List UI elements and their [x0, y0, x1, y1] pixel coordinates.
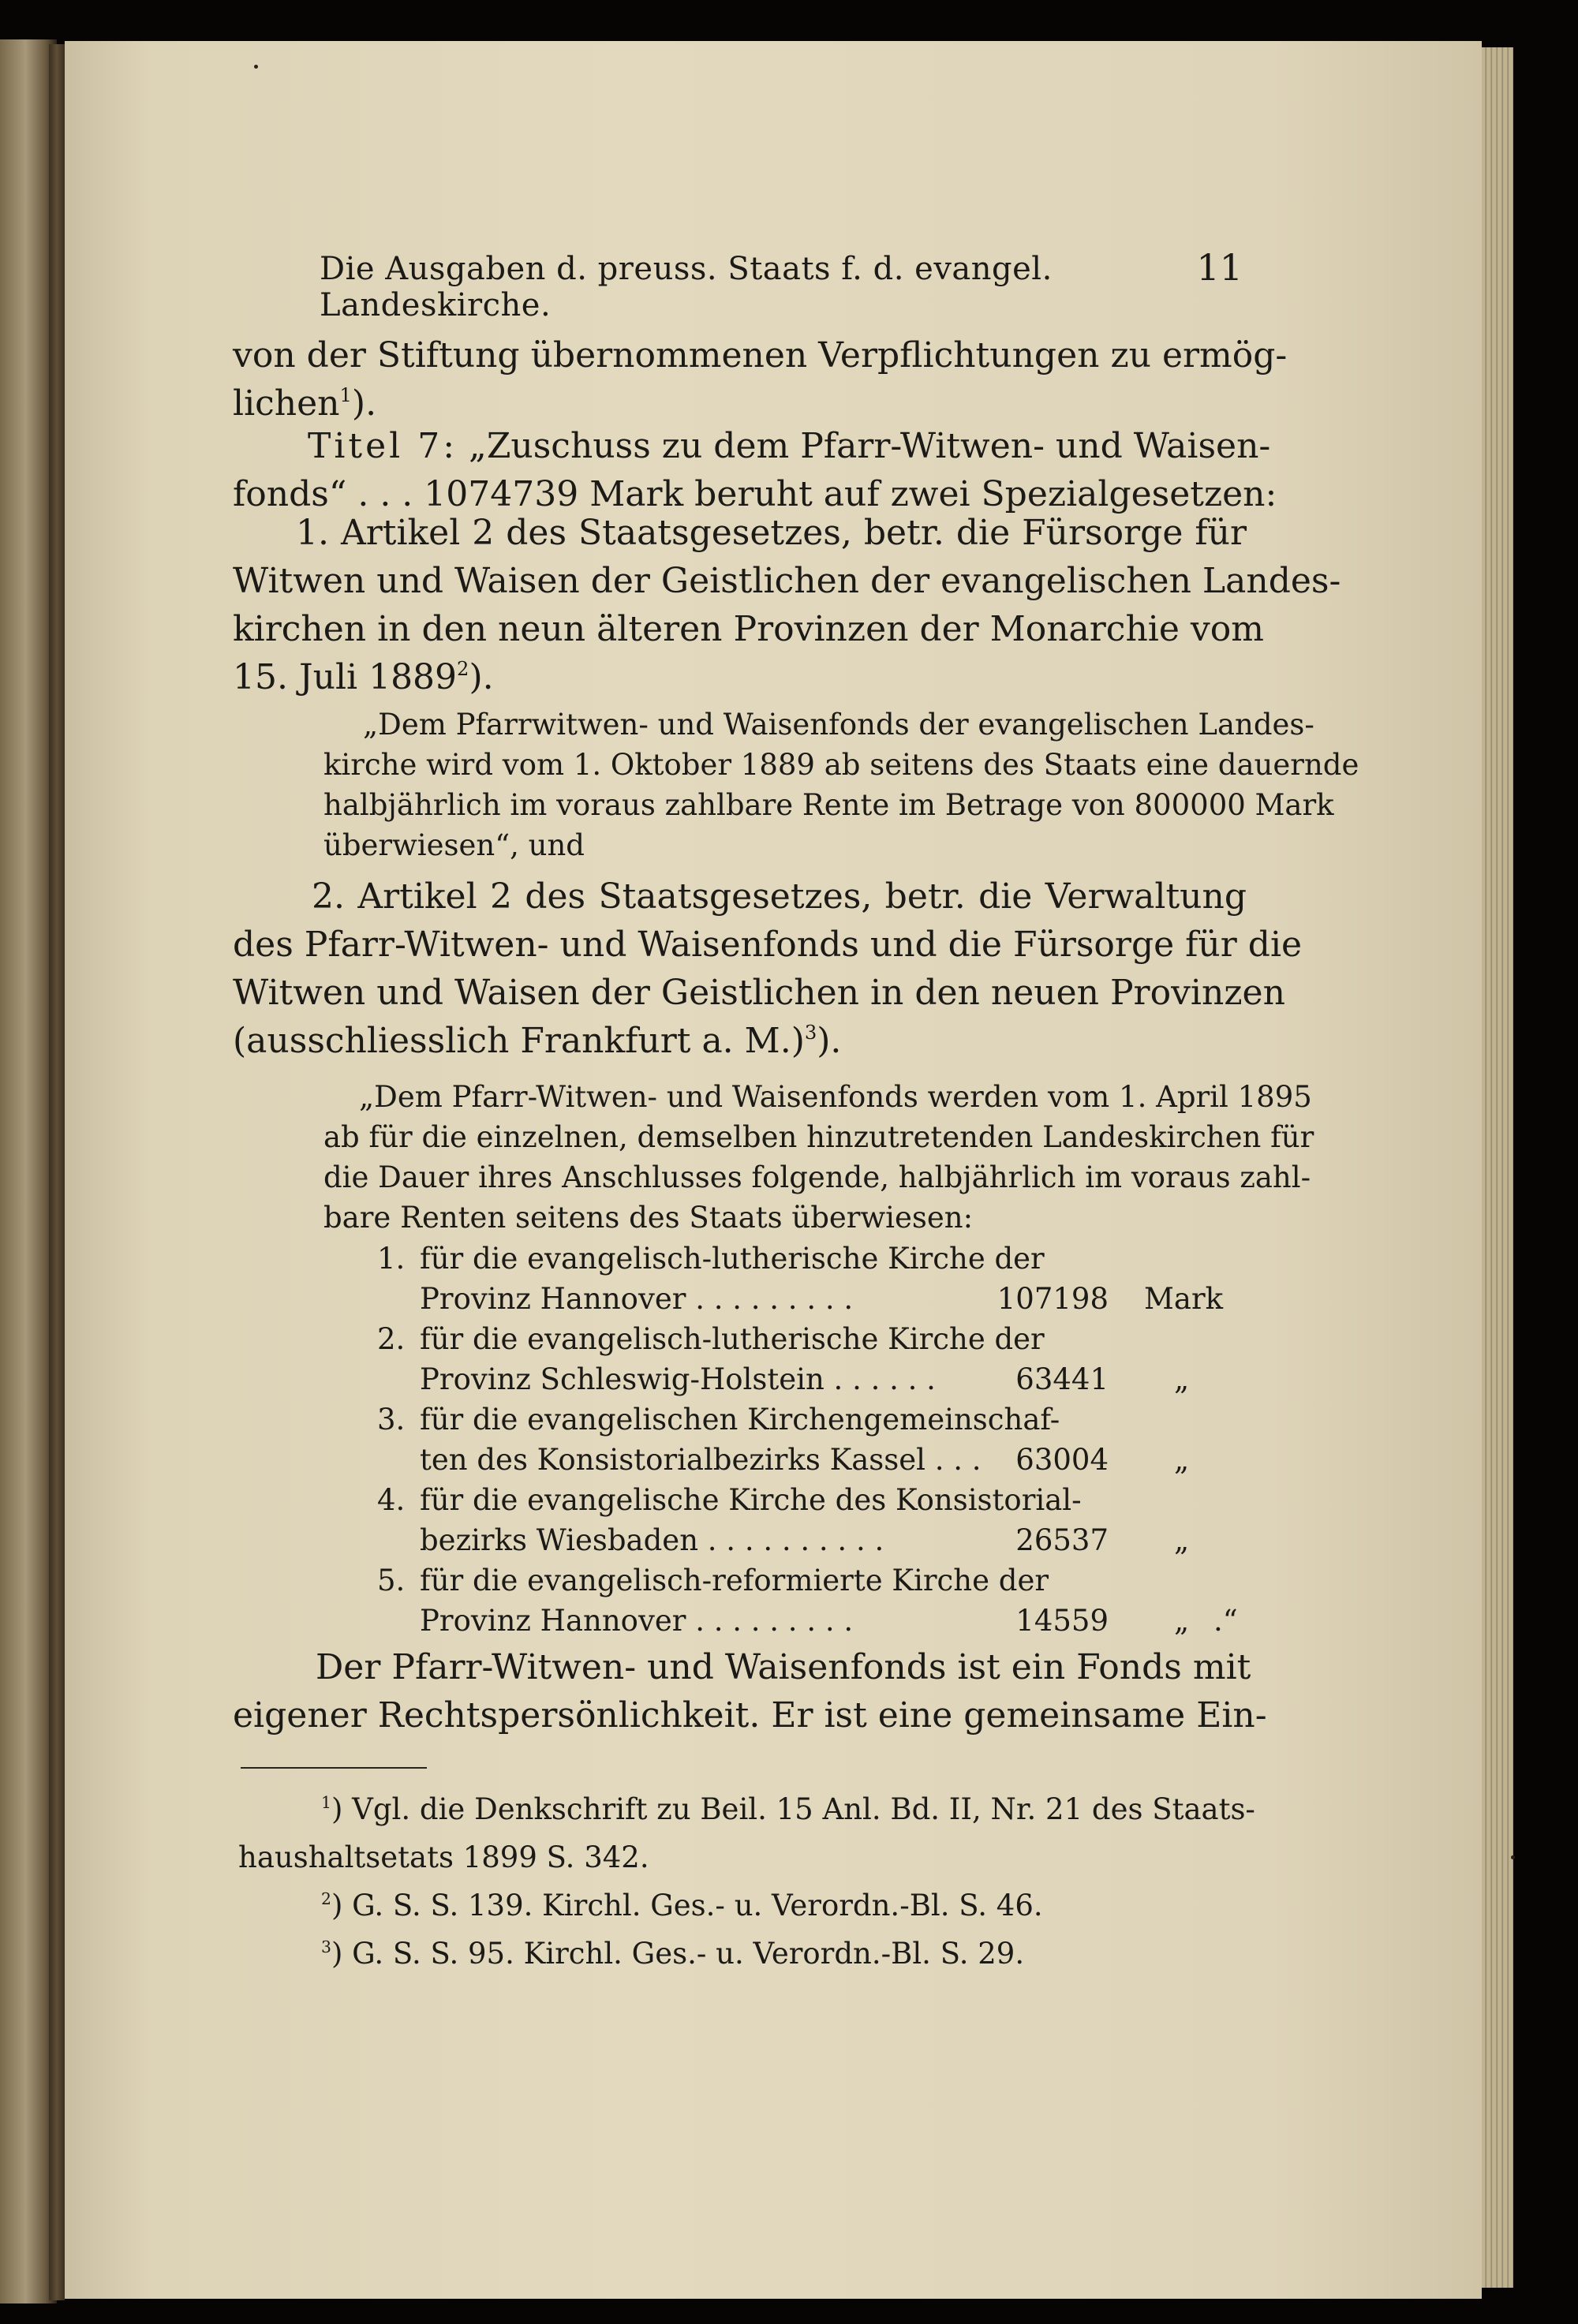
quote-line: „Dem Pfarrwitwen- und Waisenfonds der evangelischen Landes-: [363, 708, 1314, 742]
text-line: 2. Artikel 2 des Staatsgesetzes, betr. die Verwaltung: [312, 876, 1247, 917]
quotation-1: [323, 704, 1359, 865]
text-line: (ausschliesslich Frankfurt a. M.)$^3$).: [233, 1021, 842, 1061]
item-number: 4.: [377, 1483, 406, 1517]
item-description: für die evangelisch-lutherische Kirche der: [420, 1322, 1045, 1356]
item-amount: 63004: [1015, 1443, 1109, 1477]
paper-speck: [1511, 1855, 1515, 1859]
item-unit: „: [1174, 1362, 1190, 1396]
item-description: Provinz Hannover . . . . . . . . .: [420, 1604, 854, 1638]
quote-line: überwiesen“, und: [323, 828, 585, 862]
paragraph-2: [233, 422, 1277, 518]
running-title: Die Ausgaben d. preuss. Staats f. d. evangel. Landeskirche.: [320, 251, 1053, 323]
footnote-rule: [241, 1767, 427, 1769]
item-number: 3.: [377, 1403, 406, 1437]
item-number: 2.: [377, 1322, 406, 1356]
paragraph-1: [233, 331, 1288, 428]
item-description: für die evangelischen Kirchengemeinschaf-: [420, 1403, 1060, 1437]
paragraph-4: [233, 872, 1303, 1065]
book-spine: [49, 44, 65, 2300]
item-description: für die evangelische Kirche des Konsistorial-: [420, 1483, 1082, 1517]
item-description: bezirks Wiesbaden . . . . . . . . . .: [420, 1523, 884, 1557]
text-line: Titel 7: „Zuschuss zu dem Pfarr-Witwen- und Waisen-: [308, 426, 1271, 466]
text-line: 1. Artikel 2 des Staatsgesetzes, betr. die Fürsorge für: [296, 513, 1247, 553]
item-description: ten des Konsistorialbezirks Kassel . . .: [420, 1443, 982, 1477]
footnote-ref: 2: [457, 658, 469, 681]
paper-speck: [254, 65, 258, 69]
list-item: [377, 1319, 1261, 1399]
running-header: [320, 246, 1243, 323]
quote-line: ab für die einzelnen, demselben hinzutretenden Landeskirchen für: [323, 1120, 1314, 1154]
item-description: Provinz Hannover . . . . . . . . .: [420, 1282, 854, 1316]
list-item: [377, 1560, 1261, 1641]
quote-line: halbjährlich im voraus zahlbare Rente im Betrage von 800000 Mark: [323, 788, 1334, 822]
quote-line: kirche wird vom 1. Oktober 1889 ab seitens des Staats eine dauernde: [323, 748, 1359, 782]
footnote-ref: 3: [804, 1022, 817, 1044]
item-unit: „: [1174, 1443, 1190, 1477]
footnote-1-cont: haushaltsetats 1899 S. 342.: [238, 1840, 649, 1874]
paragraph-3: [233, 509, 1341, 701]
quote-line: bare Renten seitens des Staats überwiesen:: [323, 1201, 974, 1235]
item-description: Provinz Schleswig-Holstein . . . . . .: [420, 1362, 936, 1396]
text-line: fonds“ . . . 1074739 Mark beruht auf zwei Spezialgesetzen:: [233, 474, 1277, 514]
paragraph-5: [233, 1643, 1267, 1739]
text-line: Witwen und Waisen der Geistlichen der evangelischen Landes-: [233, 561, 1341, 601]
text-line: kirchen in den neun älteren Provinzen der Monarchie vom: [233, 609, 1264, 649]
list-item: [377, 1399, 1261, 1480]
item-description: für die evangelisch-lutherische Kirche der: [420, 1242, 1045, 1276]
item-amount: 26537: [1015, 1523, 1109, 1557]
footnote-3: $^3$) G. S. S. 95. Kirchl. Ges.- u. Verordn.-Bl. S. 29.: [321, 1937, 1025, 1971]
page-stack-edge: [1482, 47, 1513, 2288]
text-line: lichen$^1$).: [233, 383, 377, 424]
page-number: 11: [1196, 246, 1243, 289]
text-line: 15. Juli 1889$^2$).: [233, 657, 494, 697]
closing-quote: .“: [1213, 1604, 1238, 1638]
item-number: 1.: [377, 1242, 406, 1276]
section-title: Titel 7:: [308, 426, 458, 466]
quote-line: die Dauer ihres Anschlusses folgende, halbjährlich im voraus zahl-: [323, 1160, 1311, 1194]
item-unit: „: [1174, 1523, 1190, 1557]
item-unit: „: [1174, 1604, 1190, 1638]
item-amount: 14559: [1015, 1604, 1109, 1638]
quotation-2: [323, 1077, 1314, 1238]
rent-list: [377, 1239, 1261, 1641]
footnote-1: $^1$) Vgl. die Denkschrift zu Beil. 15 Anl. Bd. II, Nr. 21 des Staats-: [321, 1792, 1255, 1826]
footnote-2: $^2$) G. S. S. 139. Kirchl. Ges.- u. Verordn.-Bl. S. 46.: [321, 1889, 1043, 1922]
text-line: Witwen und Waisen der Geistlichen in den neuen Provinzen: [233, 973, 1285, 1013]
item-amount: 63441: [1015, 1362, 1109, 1396]
item-number: 5.: [377, 1564, 406, 1597]
item-amount: 107198: [997, 1282, 1109, 1316]
quote-line: „Dem Pfarr-Witwen- und Waisenfonds werden vom 1. April 1895: [359, 1080, 1312, 1114]
text-line: eigener Rechtspersönlichkeit. Er ist eine gemeinsame Ein-: [233, 1695, 1267, 1736]
item-unit: Mark: [1144, 1282, 1224, 1316]
text-line: von der Stiftung übernommenen Verpflichtungen zu ermög-: [233, 335, 1288, 376]
text-line: des Pfarr-Witwen- und Waisenfonds und die Fürsorge für die: [233, 925, 1303, 965]
footnotes: [238, 1789, 1255, 1982]
list-item: [377, 1239, 1261, 1319]
item-description: für die evangelisch-reformierte Kirche der: [420, 1564, 1049, 1597]
list-item: [377, 1480, 1261, 1560]
footnote-ref: 1: [339, 384, 352, 407]
text-line: Der Pfarr-Witwen- und Waisenfonds ist ein Fonds mit: [316, 1647, 1251, 1687]
